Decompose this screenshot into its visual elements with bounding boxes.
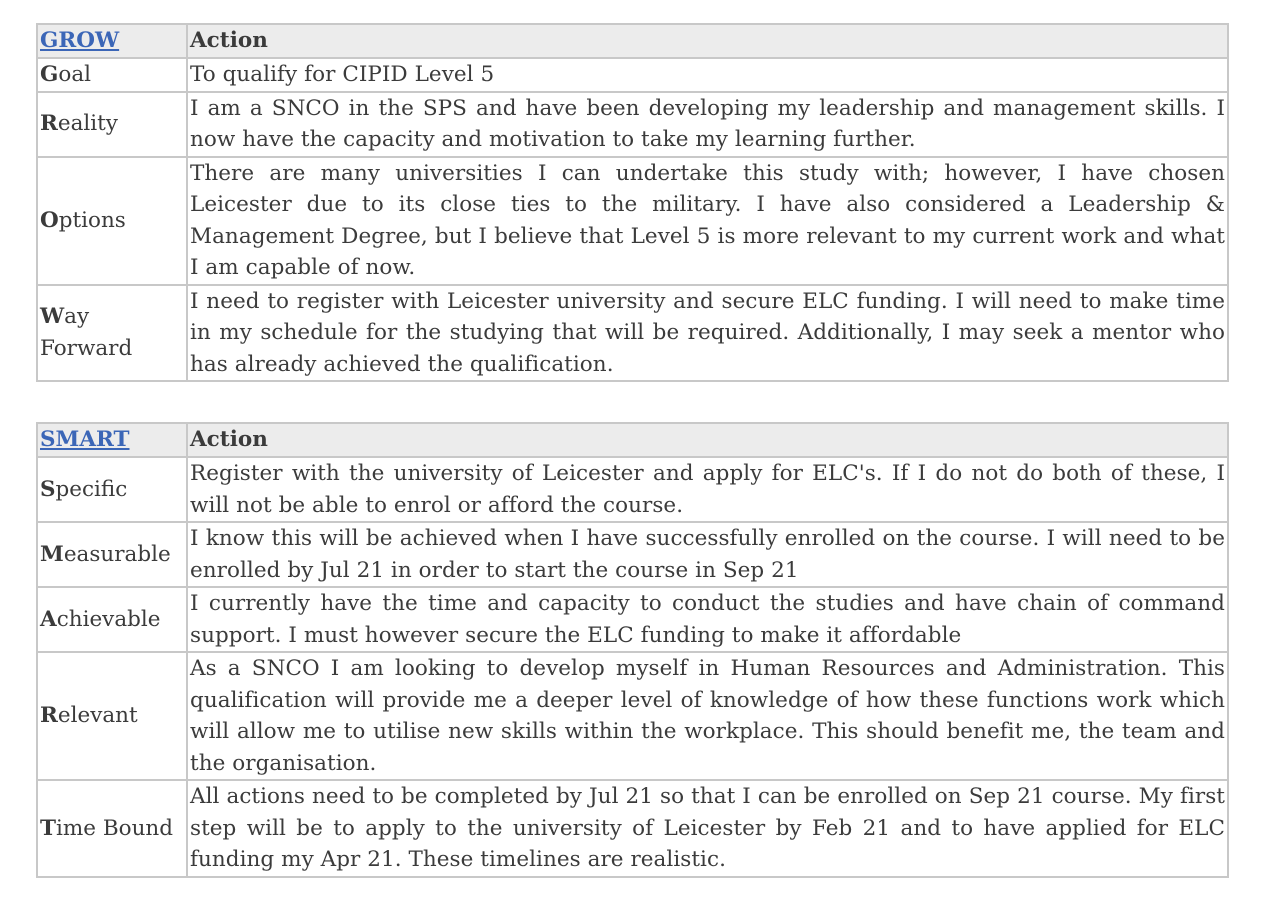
smart-header-cell: [37, 423, 187, 457]
smart-action-achievable: I currently have the time and capacity to conduct the studies and have chain of command support. I must however secure the ELC funding to make it affordable: [187, 587, 1228, 652]
grow-header-cell: [37, 24, 187, 58]
smart-table: [36, 422, 1229, 878]
smart-row-specific: [37, 457, 1228, 522]
smart-action-time-bound: All actions need to be completed by Jul 21 so that I can be enrolled on Sep 21 course. My first step will be to apply to the university of Leicester by Feb 21 and to have applied for ELC funding my Apr 21. These timelines are realistic.: [187, 780, 1228, 877]
term-rest: pecific: [55, 476, 128, 502]
grow-action-goal: To qualify for CIPID Level 5: [187, 58, 1228, 92]
term-initial: T: [40, 815, 56, 841]
smart-term-relevant: [37, 652, 187, 780]
smart-action-measurable: I know this will be achieved when I have successfully enrolled on the course. I will need to be enrolled by Jul 21 in order to start the course in Sep 21: [187, 522, 1228, 587]
term-initial: W: [40, 304, 65, 330]
grow-term-options: [37, 157, 187, 285]
grow-row-reality: [37, 92, 1228, 157]
term-rest: ime Bound: [56, 815, 174, 841]
smart-row-achievable: [37, 587, 1228, 652]
term-initial: S: [40, 476, 56, 502]
smart-term-achievable: [37, 587, 187, 652]
grow-row-way-forward: [37, 285, 1228, 382]
term-rest: chievable: [56, 606, 161, 632]
term-rest: elevant: [57, 703, 138, 729]
grow-action-way-forward: I need to register with Leicester university and secure ELC funding. I will need to make time in my schedule for the studying that will be required. Additionally, I may seek a mentor who has already achieved the qualification.: [187, 285, 1228, 382]
term-rest: oal: [58, 62, 92, 87]
smart-action-relevant: As a SNCO I am looking to develop myself in Human Resources and Administration. This qualification will provide me a deeper level of knowledge of how these functions work which will allow me to utilise new skills within the workplace. This should benefit me, the team and the organisation.: [187, 652, 1228, 780]
grow-action-options: There are many universities I can undertake this study with; however, I have chosen Leicester due to its close ties to the military. I have also considered a Leadership & Management Degree, but I believe that Level 5 is more relevant to my current work and what I am capable of now.: [187, 157, 1228, 285]
term-initial: A: [40, 606, 57, 632]
term-rest: eality: [57, 111, 118, 137]
smart-action-specific: Register with the university of Leicester and apply for ELC's. If I do not do both of these, I will not be able to enrol or afford the course.: [187, 457, 1228, 522]
grow-header-row: [37, 24, 1228, 58]
grow-row-options: [37, 157, 1228, 285]
smart-row-relevant: [37, 652, 1228, 780]
grow-term-reality: [37, 92, 187, 157]
smart-link[interactable]: SMART: [40, 427, 130, 453]
grow-action-reality: I am a SNCO in the SPS and have been developing my leadership and management skills. I now have the capacity and motivation to take my learning further.: [187, 92, 1228, 157]
smart-action-header: Action: [187, 423, 1228, 457]
grow-link[interactable]: GROW: [40, 28, 120, 54]
term-initial: M: [40, 541, 64, 567]
smart-header-row: [37, 423, 1228, 457]
term-initial: R: [40, 111, 58, 137]
grow-table: [36, 23, 1229, 382]
grow-action-header: Action: [187, 24, 1228, 58]
term-rest: easurable: [63, 541, 171, 567]
term-rest: ptions: [58, 207, 126, 233]
smart-term-time-bound: [37, 780, 187, 877]
term-initial: O: [40, 207, 59, 233]
grow-term-goal: [37, 58, 187, 92]
term-initial: R: [40, 703, 58, 729]
smart-term-specific: [37, 457, 187, 522]
grow-term-way-forward: [37, 285, 187, 382]
smart-row-measurable: [37, 522, 1228, 587]
term-initial: G: [40, 62, 59, 87]
term-rest: ay Forward: [40, 304, 133, 361]
smart-row-time-bound: [37, 780, 1228, 877]
grow-row-goal: [37, 58, 1228, 92]
smart-term-measurable: [37, 522, 187, 587]
